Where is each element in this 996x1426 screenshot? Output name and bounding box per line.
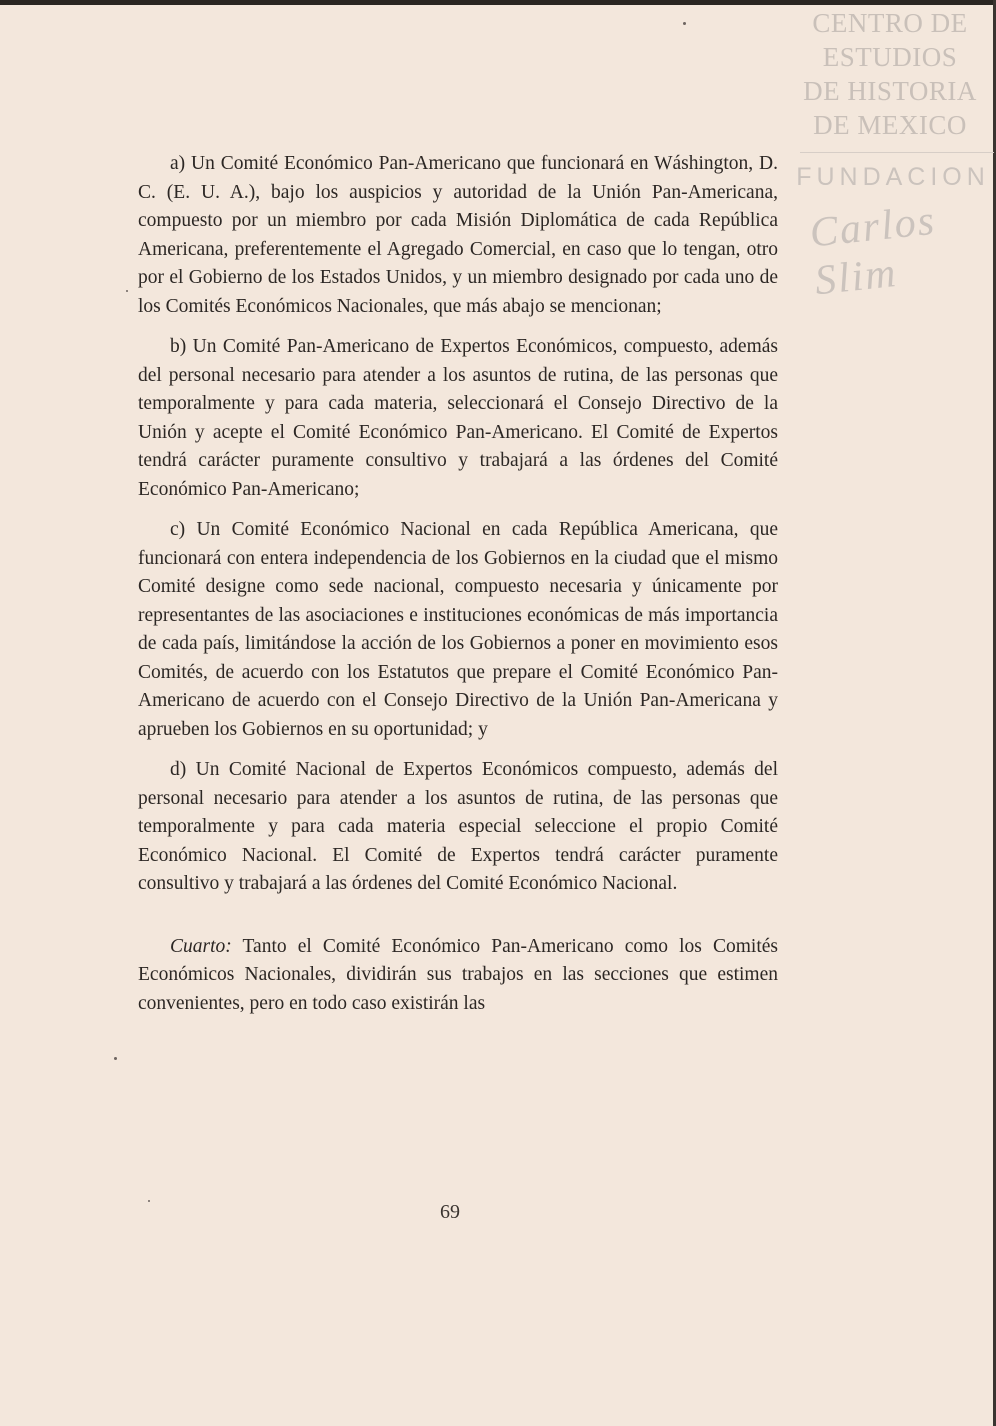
paragraph-c: c) Un Comité Económico Nacional en cada República Americana, que funcionará con entera independencia de los Gobiernos en la ciudad que el mismo Comité designe como sede nacional, compuesto necesaria y únicamente por representantes de las asociaciones e instituciones económicas de más importancia de cada país, limitándose la acción de los Gobiernos a poner en movimiento esos Comités, de acuerdo con los Estatutos que prepare el Comité Económico Pan-Americano de acuerdo con el Consejo Directivo de la Unión Pan-Americana y aprueben los Gobiernos en su oportunidad; y bbox=[138, 519, 778, 740]
page-number: 69 bbox=[440, 1201, 460, 1223]
scan-speck bbox=[683, 22, 686, 25]
watermark-foundation: FUNDACION bbox=[796, 163, 990, 191]
watermark-line-4: DE MEXICO bbox=[813, 110, 967, 140]
page-body bbox=[138, 150, 778, 1018]
cuarto-heading: Cuarto: bbox=[170, 935, 232, 957]
watermark-line-1: CENTRO DE bbox=[812, 8, 968, 38]
paragraph-cuarto bbox=[138, 933, 778, 1019]
scan-speck bbox=[126, 290, 128, 292]
archive-watermark bbox=[790, 6, 990, 142]
paragraph-d: d) Un Comité Nacional de Expertos Económicos compuesto, además del personal necesario para atender a los asuntos de rutina, de las personas que temporalmente y para cada materia especial seleccione el propio Comité Económico Nacional. El Comité de Expertos tendrá carácter puramente consultivo y trabajará a las órdenes del Comité Económico Nacional. bbox=[138, 759, 778, 894]
scan-speck bbox=[114, 1057, 117, 1060]
watermark-signature: Carlos Slim bbox=[807, 197, 939, 305]
cuarto-text: Tanto el Comité Económico Pan-Americano como los Comités Económicos Nacionales, dividirán sus trabajos en las secciones que estimen convenientes, pero en todo caso existirán las bbox=[138, 935, 778, 1014]
scan-top-edge bbox=[0, 0, 996, 5]
watermark-line-3: DE HISTORIA bbox=[803, 76, 977, 106]
paragraph-a: a) Un Comité Económico Pan-Americano que funcionará en Wáshington, D. C. (E. U. A.), bajo los auspicios y autoridad de la Unión Pan-Americana, compuesto por un miembro por cada Misión Diplomática de cada República Americana, preferentemente el Agregado Comercial, en caso que lo tengan, otro por el Gobierno de los Estados Unidos, y un miembro designado por cada uno de los Comités Económicos Nacionales, que más abajo se mencionan; bbox=[138, 153, 778, 317]
watermark-divider bbox=[800, 152, 994, 153]
scan-speck bbox=[148, 1200, 150, 1202]
paragraph-b: b) Un Comité Pan-Americano de Expertos Económicos, compuesto, además del personal necesario para atender a los asuntos de rutina, de las personas que temporalmente y para cada materia, seleccionará el Consejo Directivo de la Unión y acepte el Comité Económico Pan-Americano. El Comité de Expertos tendrá carácter puramente consultivo y trabajará a las órdenes del Comité Económico Pan-Americano; bbox=[138, 336, 778, 500]
watermark-line-2: ESTUDIOS bbox=[822, 42, 958, 72]
